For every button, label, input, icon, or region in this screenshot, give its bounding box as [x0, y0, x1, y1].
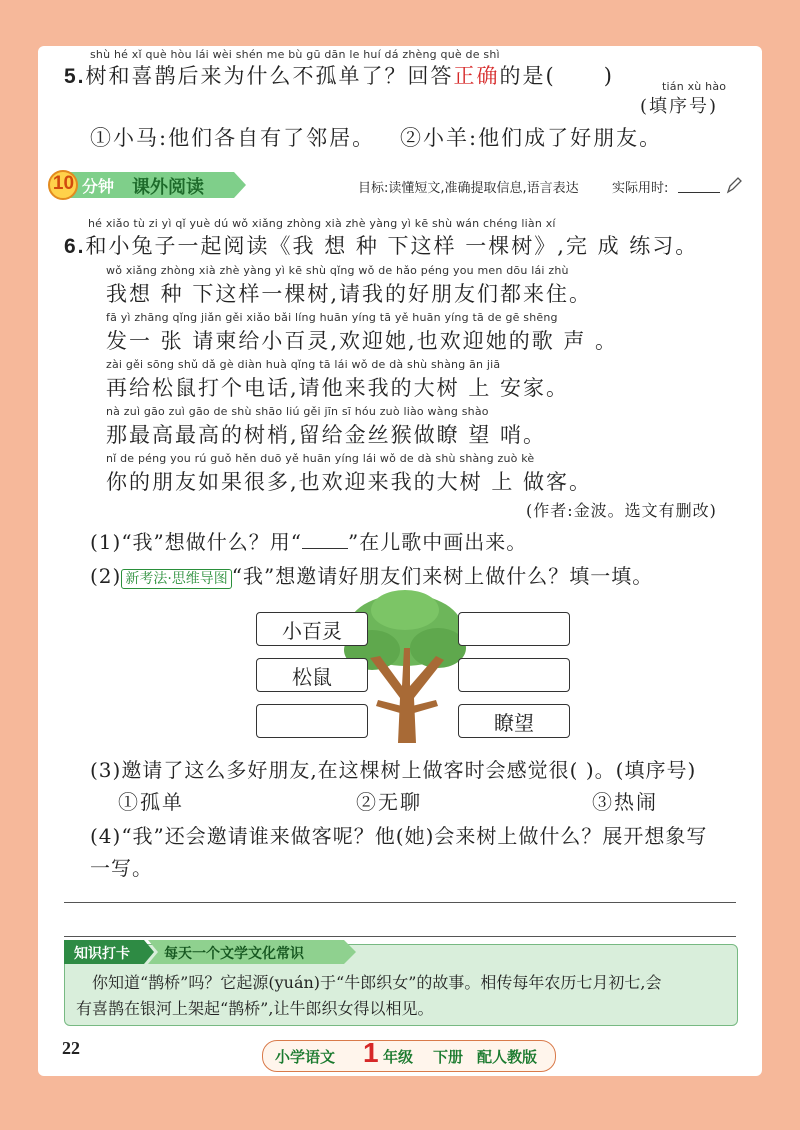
- poem-line-4: 那最高最高的树梢,留给金丝猴做瞭 望 哨。: [106, 423, 547, 447]
- q6-sub3-option-3[interactable]: ③热闹: [592, 790, 658, 814]
- map-left-3-blank[interactable]: [256, 704, 368, 738]
- knowledge-tag-bar: [64, 940, 358, 964]
- knowledge-subtitle: 每天一个文学文化常识: [164, 946, 304, 962]
- section-goal: 目标:读懂短文,准确提取信息,语言表达: [358, 181, 579, 196]
- map-right-1-blank[interactable]: [458, 612, 570, 646]
- q6-sub2-tag: 新考法·思维导图: [121, 569, 231, 589]
- poem-line-1-pinyin: wǒ xiǎng zhòng xià zhè yàng yì kē shù qǐng wǒ de hǎo péng you men dōu lái zhù: [106, 264, 569, 277]
- q6-sub4-line2: 一写。: [90, 856, 153, 880]
- q5-fill-label: (填序号): [640, 96, 719, 117]
- section-badge-number: 10: [52, 173, 75, 194]
- q6-title-text: 和小兔子一起阅读《我 想 种 下这样 一棵树》,完 成 练习。: [85, 234, 699, 258]
- section-header: [48, 170, 248, 200]
- footer-badge: [262, 1037, 556, 1072]
- footer-edition: 配人教版: [477, 1048, 538, 1066]
- q5-question-b: 的是(: [499, 64, 556, 88]
- poem-line-1: 我想 种 下这样一棵树,请我的好朋友们都来住。: [106, 282, 593, 306]
- knowledge-text-1: 你知道“鹊桥”吗？它起源(yuán)于“牛郎织女”的故事。相传每年农历七月初七,会: [92, 973, 662, 992]
- q5-question-red: 正确: [453, 64, 500, 88]
- footer-subject: 小学语文: [275, 1048, 336, 1066]
- q6-sub4-line1: (4)“我”还会邀请谁来做客呢？他(她)会来树上做什么？展开想象写: [90, 824, 708, 848]
- time-label: 实际用时:: [612, 181, 669, 196]
- q6-sub1-a: (1)“我”想做什么？用“: [90, 530, 303, 554]
- poem-line-2: 发一 张 请柬给小百灵,欢迎她,也欢迎她的歌 声 。: [106, 329, 619, 353]
- q5-question-close: ): [603, 64, 614, 88]
- pencil-icon: [726, 176, 742, 194]
- knowledge-tag: 知识打卡: [74, 946, 130, 962]
- footer-grade: 年级: [383, 1048, 414, 1066]
- answer-line-2[interactable]: [64, 936, 736, 937]
- knowledge-text-2: 有喜鹊在银河上架起“鹊桥”,让牛郎织女得以相见。: [76, 999, 434, 1018]
- q6-sub2-b: “我”想邀请好朋友们来树上做什么？填一填。: [231, 564, 654, 588]
- q6-pinyin: hé xiǎo tù zi yì qǐ yuè dú wǒ xiǎng zhòng xià zhè yàng yì kē shù wán chéng liàn xí: [88, 217, 556, 230]
- q5-pinyin: shù hé xǐ què hòu lái wèi shén me bù gū dān le huí dá zhèng què de shì: [90, 48, 500, 61]
- q6-sub3-option-1[interactable]: ①孤单: [118, 790, 184, 814]
- time-input-line[interactable]: [678, 192, 720, 193]
- map-left-2: 松鼠: [256, 658, 368, 692]
- q6-sub1-b: ”在儿歌中画出来。: [348, 530, 528, 554]
- q6-sub2: [90, 560, 653, 589]
- q5-option-1[interactable]: ①小马:他们各自有了邻居。: [90, 126, 376, 150]
- q6-title: [64, 230, 698, 260]
- q5-question: [64, 60, 614, 90]
- poem-line-3: 再给松鼠打个电话,请他来我的大树 上 安家。: [106, 376, 570, 400]
- q6-number: 6.: [64, 235, 86, 258]
- map-left-1: 小百灵: [256, 612, 368, 646]
- poem-line-2-pinyin: fā yì zhāng qǐng jiǎn gěi xiǎo bǎi líng huān yíng tā yě huān yíng tā de gē shēng: [106, 311, 558, 324]
- q6-sub3-option-2[interactable]: ②无聊: [356, 790, 422, 814]
- page-number: 22: [62, 1038, 80, 1058]
- q5-fill-pinyin: tián xù hào: [662, 80, 727, 93]
- footer-grade-number: 1: [363, 1037, 379, 1068]
- section-title: 课外阅读: [132, 177, 204, 198]
- answer-line-1[interactable]: [64, 902, 736, 903]
- q5-option-2[interactable]: ②小羊:他们成了好朋友。: [400, 126, 663, 150]
- q6-sub1-blank[interactable]: [302, 530, 348, 549]
- footer-term: 下册: [433, 1048, 464, 1066]
- q6-sub1: [90, 526, 527, 555]
- q6-sub2-a: (2): [90, 564, 122, 588]
- poem-line-4-pinyin: nà zuì gāo zuì gāo de shù shāo liú gěi jīn sī hóu zuò liào wàng shào: [106, 405, 489, 418]
- poem-line-5: 你的朋友如果很多,也欢迎来我的大树 上 做客。: [106, 470, 593, 494]
- poem-author: (作者:金波。选文有删改): [526, 501, 717, 520]
- q5-number: 5.: [64, 65, 86, 88]
- poem-line-3-pinyin: zài gěi sōng shǔ dǎ gè diàn huà qǐng tā lái wǒ de dà shù shàng ān jiā: [106, 358, 501, 371]
- section-badge-label: 分钟: [82, 177, 115, 196]
- poem-line-5-pinyin: nǐ de péng you rú guǒ hěn duō yě huān yíng lái wǒ de dà shù shàng zuò kè: [106, 452, 535, 465]
- q5-question-a: 树和喜鹊后来为什么不孤单了？回答: [85, 64, 454, 88]
- map-right-2-blank[interactable]: [458, 658, 570, 692]
- map-right-3: 瞭望: [458, 704, 570, 738]
- q6-sub3: (3)邀请了这么多好朋友,在这棵树上做客时会感觉很( )。(填序号): [90, 758, 697, 782]
